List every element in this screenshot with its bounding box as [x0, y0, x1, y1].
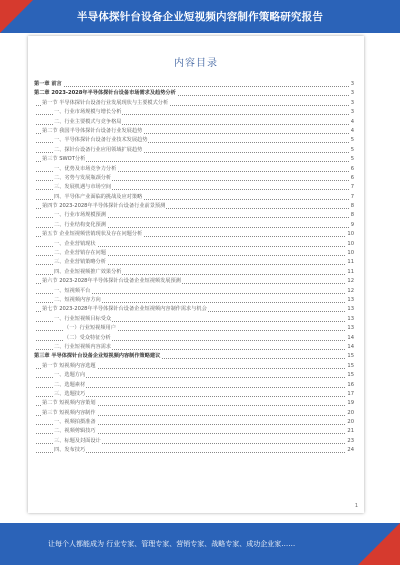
toc-entry[interactable]: [34, 418, 354, 427]
toc-entry-title: 第二章 2023-2028年半导体探针台设备市场需求及趋势分析: [34, 89, 177, 98]
toc-entry-title: 二、劣势与发展瓶颈分析: [54, 174, 112, 183]
toc-entry-title: 第一节 半导体探针台设备行业发展现状与主要模式分析: [42, 99, 169, 108]
toc-entry-title: 一、行业短视频目标受众: [54, 315, 112, 324]
toc-entry[interactable]: [34, 221, 354, 230]
toc-entry-page: 13: [346, 315, 354, 324]
toc-entry-title: 第七节 2023-2028年半导体探针台设备企业短视频内容制作需求与机会: [42, 305, 208, 314]
toc-entry[interactable]: [34, 99, 354, 108]
toc-entry-title: 四、企业短视频推广效果分析: [54, 268, 122, 277]
toc-entry-title: （二）受众特征分析: [64, 334, 112, 343]
toc-entry-page: 11: [346, 258, 354, 267]
toc-entry[interactable]: [34, 437, 354, 446]
toc-entry-title: 第五节 企业短视频营销现状及存在问题分析: [42, 230, 143, 239]
toc-entry-page: 6: [350, 165, 354, 174]
toc-entry-title: 一、半导体探针台设备行业技术发展趋势: [54, 136, 148, 145]
toc-entry-title: 二、选题素材: [54, 381, 86, 390]
toc-entry-page: 21: [346, 427, 354, 436]
toc-entry[interactable]: [34, 390, 354, 399]
toc-entry[interactable]: [34, 324, 354, 333]
toc-entry[interactable]: [34, 146, 354, 155]
toc-entry-page: 7: [350, 193, 354, 202]
toc-entry-title: 一、行业市场规模与增长分析: [54, 108, 122, 117]
toc-entry-page: 5: [350, 146, 354, 155]
toc-entry-page: 8: [350, 202, 354, 211]
toc-entry-title: 三、选题技巧: [54, 390, 86, 399]
toc-entry[interactable]: [34, 230, 354, 239]
toc-entry[interactable]: [34, 446, 354, 455]
toc-entry-page: 11: [346, 268, 354, 277]
toc-entry[interactable]: [34, 399, 354, 408]
toc-entry-page: 5: [350, 136, 354, 145]
toc-entry[interactable]: [34, 136, 354, 145]
toc-entry-title: 一、优势及市场竞争力分析: [54, 165, 117, 174]
toc-list: [34, 80, 354, 456]
toc-entry-page: 10: [346, 240, 354, 249]
toc-entry-page: 10: [346, 249, 354, 258]
toc-entry-page: 15: [346, 352, 354, 361]
toc-entry-page: 3: [350, 80, 354, 89]
toc-page: [28, 36, 364, 513]
toc-entry[interactable]: [34, 240, 354, 249]
toc-entry-page: 14: [346, 334, 354, 343]
toc-entry-page: 13: [346, 324, 354, 333]
toc-entry-title: 二、短视频内容方向: [54, 296, 102, 305]
toc-entry-page: 8: [350, 211, 354, 220]
toc-entry-page: 17: [346, 390, 354, 399]
toc-entry-title: 二、行业结构变化预测: [54, 221, 107, 230]
toc-entry-title: 三、标题及封面设计: [54, 437, 102, 446]
toc-entry-page: 3: [350, 99, 354, 108]
toc-entry-page: 14: [346, 343, 354, 352]
toc-entry-page: 19: [346, 399, 354, 408]
toc-entry[interactable]: [34, 409, 354, 418]
toc-entry[interactable]: [34, 202, 354, 211]
toc-entry[interactable]: [34, 249, 354, 258]
toc-entry[interactable]: [34, 427, 354, 436]
toc-entry[interactable]: [34, 371, 354, 380]
toc-entry[interactable]: [34, 127, 354, 136]
report-title: 半导体探针台设备企业短视频内容制作策略研究报告: [76, 11, 324, 23]
toc-entry[interactable]: [34, 277, 354, 286]
toc-entry[interactable]: [34, 296, 354, 305]
toc-entry-page: 3: [350, 108, 354, 117]
toc-entry[interactable]: [34, 183, 354, 192]
toc-entry[interactable]: [34, 89, 354, 98]
toc-entry-page: 15: [346, 371, 354, 380]
toc-entry[interactable]: [34, 381, 354, 390]
toc-dot-leader: [36, 86, 349, 87]
toc-entry-title: 四、半导体产业面临的挑战及应对策略: [54, 193, 143, 202]
toc-entry[interactable]: [34, 108, 354, 117]
toc-entry-page: 4: [350, 127, 354, 136]
toc-entry-title: 第三章 半导体探针台设备企业短视频内容制作策略建议: [34, 352, 161, 361]
toc-entry[interactable]: [34, 268, 354, 277]
toc-entry-page: 15: [346, 362, 354, 371]
toc-entry[interactable]: [34, 118, 354, 127]
toc-entry-page: 12: [346, 277, 354, 286]
toc-entry[interactable]: [34, 155, 354, 164]
toc-entry-title: 二、行业主要模式与竞争格局: [54, 118, 122, 127]
toc-entry[interactable]: [34, 165, 354, 174]
toc-entry[interactable]: [34, 334, 354, 343]
footer-slogan: 让每个人都能成为 行业专家、管理专家、营销专家、战略专家、成功企业家……: [48, 540, 296, 548]
toc-entry-page: 9: [350, 221, 354, 230]
toc-entry[interactable]: [34, 352, 354, 361]
toc-entry-page: 4: [350, 118, 354, 127]
toc-entry-title: 第二节 我国半导体探针台设备行业发展趋势: [42, 127, 143, 136]
toc-entry[interactable]: [34, 362, 354, 371]
toc-entry-page: 24: [346, 446, 354, 455]
toc-entry-title: 二、探针台设备行业应用领域扩展趋势: [54, 146, 143, 155]
toc-entry-title: 四、发布技巧: [54, 446, 86, 455]
toc-entry-title: 第二节 短视频内容策划: [42, 399, 97, 408]
toc-entry-title: 一、行业市场规模预测: [54, 211, 107, 220]
toc-entry-page: 5: [350, 155, 354, 164]
toc-entry-title: 第六节 2023-2028年半导体探针台设备企业短视频发展预测: [42, 277, 182, 286]
report-footer-bar: [0, 523, 400, 565]
toc-entry[interactable]: [34, 305, 354, 314]
toc-entry[interactable]: [34, 258, 354, 267]
toc-entry[interactable]: [34, 287, 354, 296]
toc-entry-title: 二、行业短视频内容需求: [54, 343, 112, 352]
toc-entry-title: 第一章 前言: [34, 80, 63, 89]
toc-entry-page: 16: [346, 381, 354, 390]
toc-heading: 内容目录: [174, 58, 218, 69]
toc-entry-page: 3: [350, 89, 354, 98]
toc-entry-title: 第四节 2023-2028年半导体探针台设备行业前景预测: [42, 202, 166, 211]
toc-entry-title: 三、发展机遇与市场空间: [54, 183, 112, 192]
toc-entry-title: 三、企业营销策略分析: [54, 258, 107, 267]
report-header-bar: [0, 0, 400, 33]
toc-entry-page: 10: [346, 230, 354, 239]
toc-entry[interactable]: [34, 211, 354, 220]
toc-entry-page: 20: [346, 418, 354, 427]
toc-entry-title: （一）行业短视频用户: [64, 324, 117, 333]
toc-entry[interactable]: [34, 343, 354, 352]
page-number: 1: [354, 503, 358, 509]
toc-entry-title: 第三节 SWOT分析: [42, 155, 86, 164]
toc-entry-page: 23: [346, 437, 354, 446]
toc-entry-title: 一、短视频平台: [54, 287, 91, 296]
toc-entry-page: 7: [350, 183, 354, 192]
toc-entry-page: 6: [350, 174, 354, 183]
toc-entry[interactable]: [34, 174, 354, 183]
toc-entry-page: 20: [346, 409, 354, 418]
toc-entry-title: 第三节 短视频内容制作: [42, 409, 97, 418]
toc-entry-title: 二、企业营销存在问题: [54, 249, 107, 258]
toc-entry-title: 二、视频剪辑技巧: [54, 427, 97, 436]
toc-entry[interactable]: [34, 315, 354, 324]
toc-entry-page: 13: [346, 296, 354, 305]
toc-entry[interactable]: [34, 193, 354, 202]
footer-red-corner: [358, 523, 400, 565]
toc-entry-page: 13: [346, 305, 354, 314]
toc-entry-page: 12: [346, 287, 354, 296]
toc-entry-title: 一、选题方向: [54, 371, 86, 380]
toc-entry-title: 一、企业营销现状: [54, 240, 97, 249]
toc-entry-title: 一、视频拍摄准备: [54, 418, 97, 427]
toc-entry-title: 第一节 短视频内容选题: [42, 362, 97, 371]
toc-entry[interactable]: [34, 80, 354, 89]
